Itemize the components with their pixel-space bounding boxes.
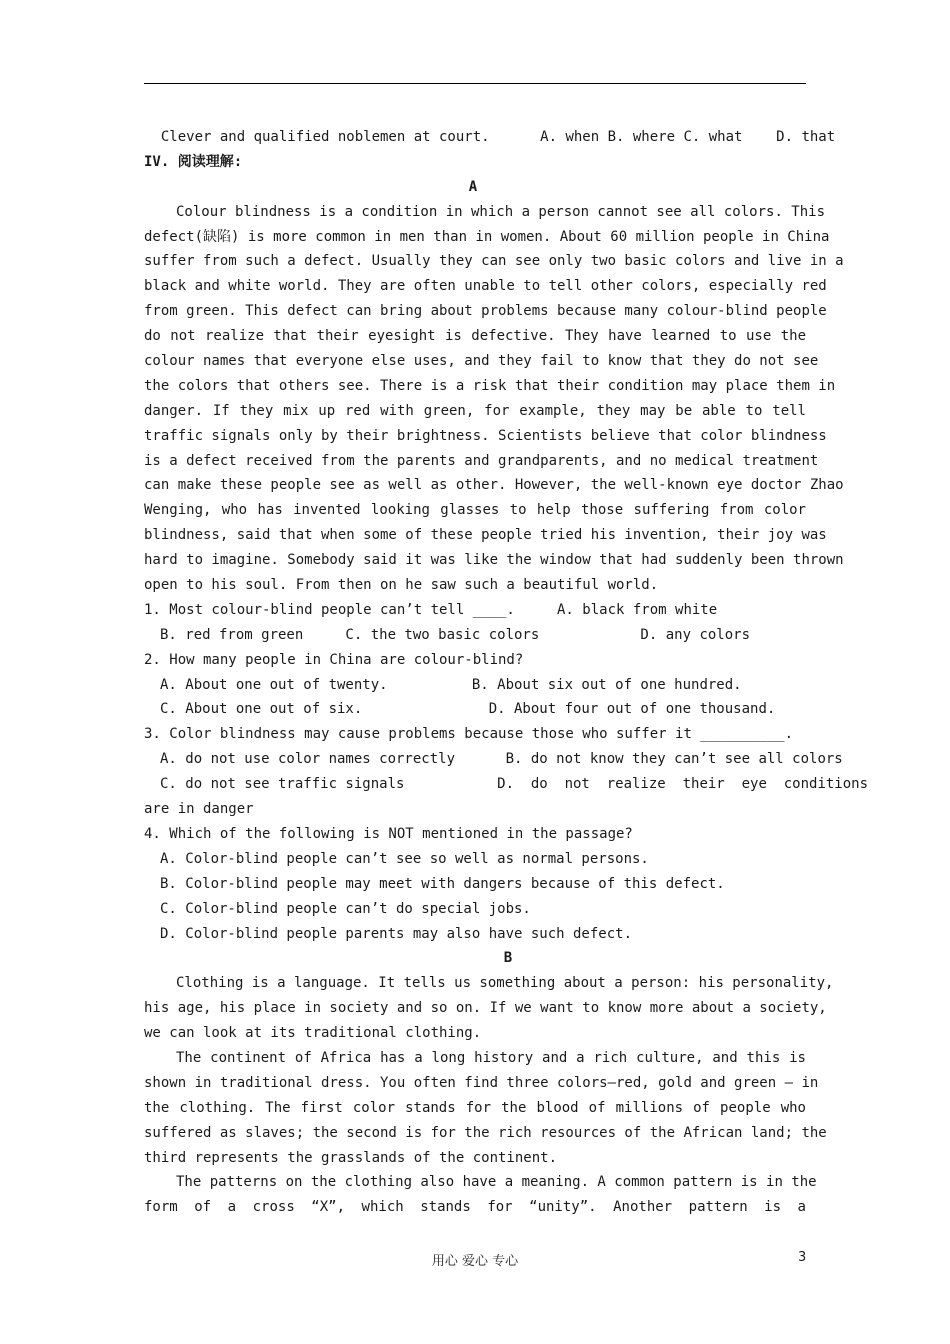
passage-a-line: can make these people see as well as other. However, the well-known eye doctor Zhao (144, 477, 844, 494)
passage-a-line: black and white world. They are often unable to tell other colors, especially red (144, 278, 827, 295)
passage-a-line: from green. This defect can bring about problems because many colour-blind people (144, 303, 827, 320)
passage-a-title: A (468, 178, 478, 195)
passage-a-line: is a defect received from the parents and grandparents, and no medical treatment (144, 452, 819, 469)
passage-b (144, 971, 834, 1220)
passage-a-line: defect(缺陷) is more common in men than in women. About 60 million people in China (144, 228, 830, 245)
passage-a-line: Wenging, who has invented looking glasses to help those suffering from color (144, 502, 806, 519)
passage-b-line: The continent of Africa has a long history and a rich culture, and this is (176, 1049, 806, 1066)
top-question-options: A. when B. where C. what D. that (540, 129, 836, 145)
passage-b-line: form of a cross “X”, which stands for “unity”. Another pattern is a (144, 1199, 806, 1216)
question-3 (144, 722, 869, 822)
passage-b-line: we can look at its traditional clothing. (144, 1025, 482, 1042)
passage-a (144, 200, 844, 598)
question-options: D. Color-blind people parents may also have such defect. (160, 925, 633, 942)
question-options: A. About one out of twenty. B. About six out of one hundred. (160, 676, 742, 693)
passage-a-line: traffic signals only by their brightness. Scientists believe that color blindness (144, 427, 827, 444)
header-rule (144, 83, 806, 84)
footer-motto: 用心 爱心 专心 (431, 1254, 519, 1269)
passage-a-last-line: open to his soul. From then on he saw such a beautiful world. (144, 577, 659, 594)
passage-b-line: his age, his place in society and so on. If we want to know more about a society, (144, 1000, 827, 1017)
passage-b-line: third represents the grasslands of the continent. (144, 1149, 558, 1166)
question-options: B. red from green C. the two basic colors D. any colors (160, 626, 751, 643)
question-stem: 2. How many people in China are colour-blind? (144, 651, 524, 668)
section-title: IV. 阅读理解: (144, 153, 243, 170)
top-question-stem: Clever and qualified noblemen at court. (144, 129, 490, 145)
question-stem: 1. Most colour-blind people can’t tell ____. A. black from white (144, 601, 718, 618)
passage-b-title: B (503, 950, 513, 967)
question-options: B. Color-blind people may meet with dangers because of this defect. (160, 875, 725, 892)
page-content (144, 125, 869, 1220)
passage-b-line: The patterns on the clothing also have a meaning. A common pattern is in the (176, 1174, 817, 1191)
passage-a-line: do not realize that their eyesight is defective. They have learned to use the (144, 328, 806, 345)
question-options: C. About one out of six. D. About four out of one thousand. (160, 701, 776, 718)
passage-a-line: hard to imagine. Somebody said it was like the window that had suddenly been thrown (144, 552, 844, 569)
passage-a-line: colour names that everyone else uses, and they fail to know that they do not see (144, 353, 819, 370)
question-stem: 4. Which of the following is NOT mentioned in the passage? (144, 825, 633, 842)
question-continuation: are in danger (144, 801, 254, 818)
passage-b-line: Clothing is a language. It tells us something about a person: his personality, (176, 975, 834, 992)
question-options: A. do not use color names correctly B. do not know they can’t see all colors (160, 751, 843, 768)
passage-a-line: the colors that others see. There is a risk that their condition may place them in (144, 377, 836, 394)
passage-b-line: suffered as slaves; the second is for the rich resources of the African land; the (144, 1124, 827, 1141)
passage-a-line: blindness, said that when some of these people tried his invention, their joy was (144, 527, 827, 544)
page-number: 3 (798, 1250, 807, 1265)
question-2 (144, 648, 806, 723)
top-question (144, 125, 836, 150)
passage-b-line: the clothing. The first color stands for the blood of millions of people who (144, 1099, 806, 1116)
question-stem: 3. Color blindness may cause problems because those who suffer it __________. (144, 726, 794, 743)
passage-a-line: Colour blindness is a condition in which a person cannot see all colors. This (176, 203, 826, 220)
question-4 (144, 822, 806, 946)
question-options: A. Color-blind people can’t see so well as normal persons. (160, 850, 649, 867)
question-options: C. do not see traffic signals D. do not realize their eye conditions (160, 776, 869, 793)
passage-a-line: danger. If they mix up red with green, for example, they may be able to tell (144, 402, 806, 419)
question-1 (144, 598, 806, 648)
passage-a-line: suffer from such a defect. Usually they can see only two basic colors and live in a (144, 253, 844, 270)
passage-b-line: shown in traditional dress. You often find three colors—red, gold and green – in (144, 1074, 819, 1091)
question-options: C. Color-blind people can’t do special jobs. (160, 900, 531, 917)
